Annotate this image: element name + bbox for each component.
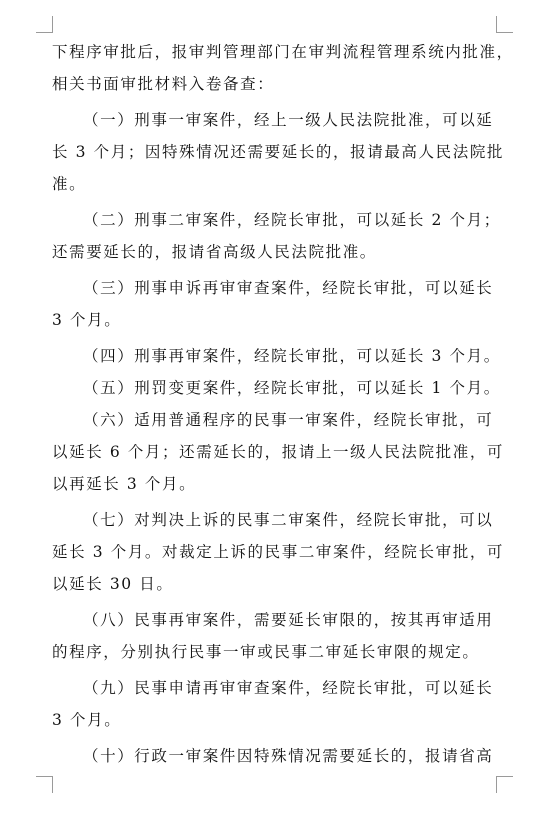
paragraph-7-line: 以延长 30 日。 bbox=[52, 575, 174, 593]
paragraph-6-line: 以延长 6 个月；还需延长的，报请上一级人民法院批准，可 bbox=[52, 443, 505, 461]
paragraph-3-line: 3 个月。 bbox=[52, 311, 122, 329]
paragraph-6-line: 以再延长 3 个月。 bbox=[52, 475, 197, 493]
crop-mark-bottom-left bbox=[36, 776, 53, 793]
paragraph-4-line: （四）刑事再审案件，经院长审批，可以延长 3 个月。 bbox=[83, 347, 501, 365]
paragraph-2-line: （二）刑事二审案件，经院长审批，可以延长 2 个月； bbox=[83, 211, 501, 229]
paragraph-7-line: （七）对判决上诉的民事二审案件，经院长审批，可以 bbox=[83, 511, 494, 529]
crop-mark-top-left bbox=[36, 16, 53, 33]
paragraph-5-line: （五）刑罚变更案件，经院长审批，可以延长 1 个月。 bbox=[83, 379, 501, 397]
paragraph-8-line: 的程序，分别执行民事一审或民事二审延长审限的规定。 bbox=[52, 643, 480, 661]
paragraph-9-line: （九）民事申请再审审查案件，经院长审批，可以延长 bbox=[83, 679, 494, 697]
paragraph-6-line: （六）适用普通程序的民事一审案件，经院长审批，可 bbox=[83, 411, 494, 429]
document-body bbox=[52, 36, 514, 772]
paragraph-2-line: 还需要延长的，报请省高级人民法院批准。 bbox=[52, 243, 377, 261]
paragraph-10-line: （十）行政一审案件因特殊情况需要延长的，报请省高 bbox=[83, 747, 494, 765]
paragraph-1-line: 准。 bbox=[52, 175, 87, 193]
body-line: 相关书面审批材料入卷备查： bbox=[52, 75, 275, 93]
paragraph-7-line: 延长 3 个月。对裁定上诉的民事二审案件，经院长审批，可 bbox=[52, 543, 505, 561]
body-line: 下程序审批后，报审判管理部门在审判流程管理系统内批准， bbox=[52, 43, 514, 61]
paragraph-8-line: （八）民事再审案件，需要延长审限的，按其再审适用 bbox=[83, 611, 494, 629]
crop-mark-bottom-right bbox=[496, 776, 513, 793]
paragraph-1-line: （一）刑事一审案件，经上一级人民法院批准，可以延 bbox=[83, 111, 494, 129]
paragraph-1-line: 长 3 个月；因特殊情况还需要延长的，报请最高人民法院批 bbox=[52, 143, 505, 161]
paragraph-9-line: 3 个月。 bbox=[52, 711, 122, 729]
paragraph-3-line: （三）刑事申诉再审审查案件，经院长审批，可以延长 bbox=[83, 279, 494, 297]
crop-mark-top-right bbox=[496, 16, 513, 33]
